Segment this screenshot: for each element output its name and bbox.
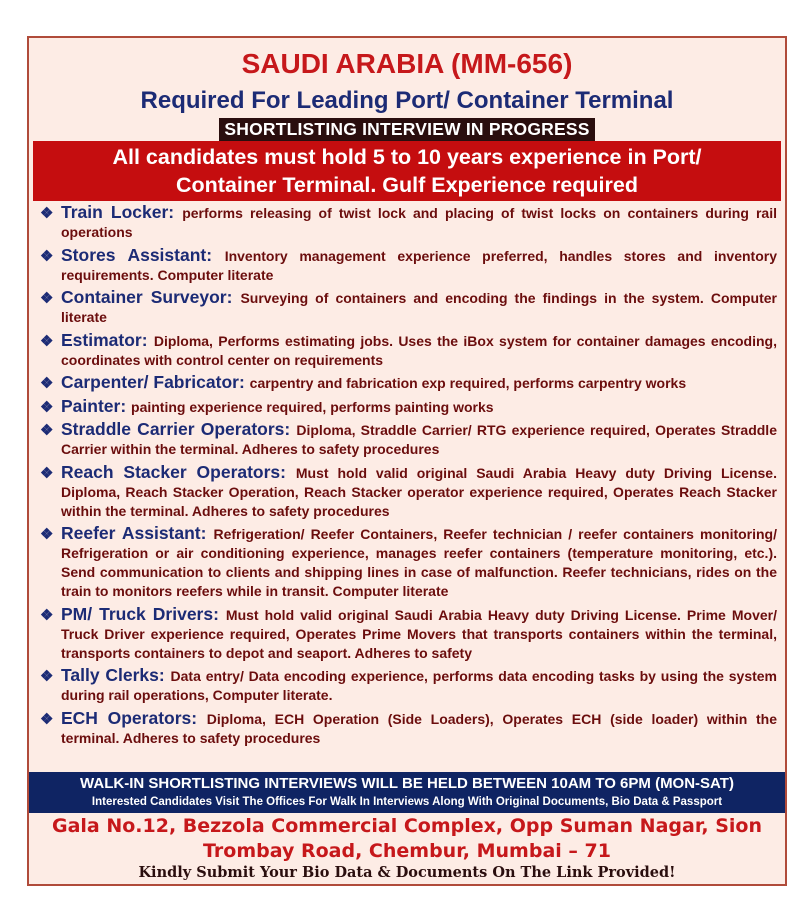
diamond-bullet-icon: ❖ xyxy=(40,422,54,439)
job-title: Painter: xyxy=(61,395,132,416)
diamond-bullet-icon: ❖ xyxy=(40,668,54,685)
office-address xyxy=(29,814,785,864)
job-description: Diploma, Straddle Carrier/ RTG experience required, Operates Straddle Carrier within the terminal. Adheres to safety procedures xyxy=(61,422,777,457)
diamond-bullet-icon: ❖ xyxy=(40,606,54,624)
address-line-1: Gala No.12, Bezzola Commercial Complex, Opp Suman Nagar, Sion xyxy=(51,815,763,837)
job-title: Estimator: xyxy=(61,329,154,350)
page-title: SAUDI ARABIA (MM-656) xyxy=(241,48,573,79)
walkin-banner xyxy=(29,772,785,813)
job-item xyxy=(39,203,777,242)
job-item xyxy=(39,288,777,327)
diamond-bullet-icon: ❖ xyxy=(40,464,54,482)
job-title: Straddle Carrier Operators: xyxy=(61,419,297,439)
job-item xyxy=(39,373,777,393)
diamond-bullet-icon: ❖ xyxy=(40,332,54,350)
job-item xyxy=(39,246,777,285)
job-title: Stores Assistant: xyxy=(61,244,225,265)
job-item xyxy=(39,331,777,370)
status-tag-wrap xyxy=(29,118,785,141)
diamond-bullet-icon: ❖ xyxy=(40,398,54,416)
job-description: Diploma, Performs estimating jobs. Uses the iBox system for container damages encoding, coordinates with control center on requirements xyxy=(61,332,777,368)
requirement-line-2: Container Terminal. Gulf Experience required xyxy=(176,173,638,197)
diamond-bullet-icon: ❖ xyxy=(40,247,54,265)
job-item xyxy=(39,420,777,459)
job-title: Reefer Assistant: xyxy=(61,523,214,543)
job-description: Must hold valid original Saudi Arabia Heavy duty Driving License. Prime Mover/ Truck Driver experience required, Operates Prime Movers that transports containers within the terminal, transports containers to depot and seaport. Adheres to safety xyxy=(61,606,777,661)
job-item xyxy=(39,463,777,521)
job-description: Refrigeration/ Reefer Containers, Reefer technician / reefer containers monitoring/ Refrigeration or air conditioning experience, manages reefer containers (temperature monitoring, etc.). Send communication to clients and shipping lines in case of malfunction. Reefer technicians, rides on the train to monitors reefers while in transit. Computer literate xyxy=(61,526,777,599)
diamond-bullet-icon: ❖ xyxy=(40,375,54,392)
job-description: Surveying of containers and encoding the findings in the system. Computer literate xyxy=(61,290,777,325)
requirement-line-1: All candidates must hold 5 to 10 years experience in Port/ xyxy=(112,145,702,169)
page-subtitle: Required For Leading Port/ Container Terminal xyxy=(140,87,674,114)
diamond-bullet-icon: ❖ xyxy=(40,526,54,543)
job-description: painting experience required, performs painting works xyxy=(131,398,494,415)
job-item xyxy=(39,666,777,705)
job-item xyxy=(39,524,777,601)
job-title: Tally Clerks: xyxy=(61,665,171,685)
job-item xyxy=(39,605,777,663)
walkin-headline: WALK-IN SHORTLISTING INTERVIEWS WILL BE HELD BETWEEN 10AM TO 6PM (MON-SAT) xyxy=(80,775,734,792)
job-title: Container Surveyor: xyxy=(61,287,241,307)
diamond-bullet-icon: ❖ xyxy=(40,205,54,222)
status-badge: SHORTLISTING INTERVIEW IN PROGRESS xyxy=(219,118,594,141)
job-title: Carpenter/ Fabricator: xyxy=(61,372,250,392)
job-title: Reach Stacker Operators: xyxy=(61,461,296,482)
job-description: Inventory management experience preferred, handles stores and inventory requirements. Computer literate xyxy=(61,247,777,283)
address-line-2: Trombay Road, Chembur, Mumbai – 71 xyxy=(203,840,611,862)
job-title: PM/ Truck Drivers: xyxy=(61,603,226,624)
job-description: Diploma, ECH Operation (Side Loaders), Operates ECH (side loader) within the terminal. Adheres to safety procedures xyxy=(61,710,777,746)
job-title: ECH Operators: xyxy=(61,707,207,728)
job-description: Must hold valid original Saudi Arabia Heavy duty Driving License. Diploma, Reach Stacker Operation, Reach Stacker operator experience required, Operates Reach Stacker within the terminal. Adheres to safety procedures xyxy=(61,464,777,519)
job-item xyxy=(39,397,777,417)
diamond-bullet-icon: ❖ xyxy=(40,290,54,307)
walkin-note: Interested Candidates Visit The Offices For Walk In Interviews Along With Original Documents, Bio Data & Passport xyxy=(91,796,723,808)
job-description: Data entry/ Data encoding experience, performs data encoding tasks by using the system during rail operations, Computer literate. xyxy=(61,668,777,703)
job-list xyxy=(29,203,785,748)
diamond-bullet-icon: ❖ xyxy=(40,710,54,728)
job-description: carpentry and fabrication exp required, performs carpentry works xyxy=(249,375,687,391)
requirement-banner xyxy=(33,141,781,201)
job-description: performs releasing of twist lock and placing of twist locks on containers during rail operations xyxy=(61,205,777,240)
job-item xyxy=(39,709,777,748)
submit-note: Kindly Submit Your Bio Data & Documents On The Link Provided! xyxy=(138,864,676,881)
job-advertisement xyxy=(27,36,787,886)
job-title: Train Locker: xyxy=(61,202,183,222)
